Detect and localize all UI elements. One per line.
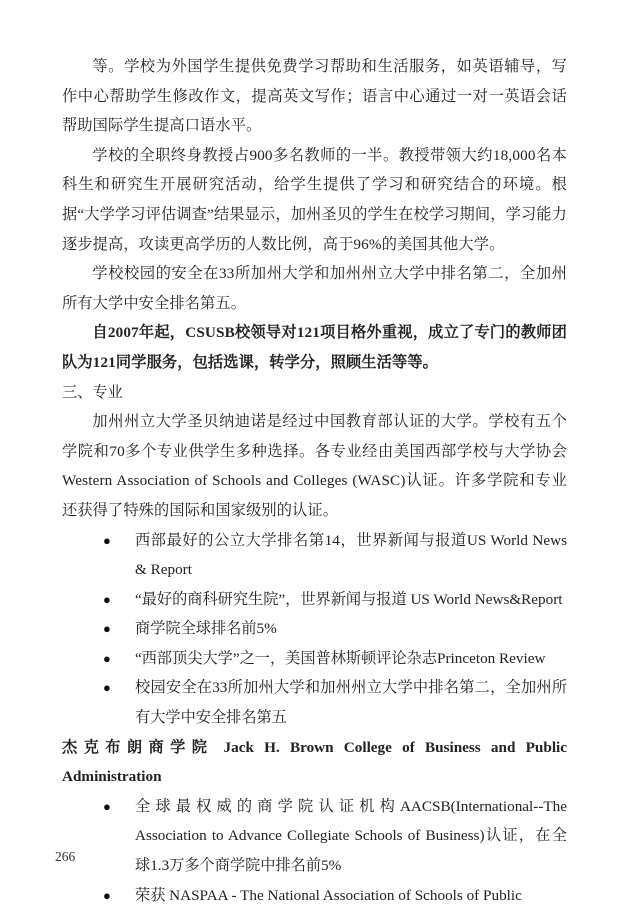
paragraph-campus-safety: 学校校园的安全在33所加州大学和加州州立大学中排名第二，全加州所有大学中安全排名第五。 bbox=[62, 265, 567, 312]
bullet-dot-icon: ● bbox=[103, 680, 111, 696]
bullet-dot-icon: ● bbox=[103, 591, 111, 607]
bullet-dot-icon: ● bbox=[103, 798, 111, 814]
list-item-label: 荣获 NASPAA - The National Association of Schools of Public bbox=[135, 886, 522, 904]
paragraph-intro-services: 等。学校为外国学生提供免费学习帮助和生活服务，如英语辅导，写作中心帮助学生修改作文，提高英文写作；语言中心通过一对一英语会话帮助国际学生提高口语水平。 bbox=[62, 58, 567, 135]
list-item-label: 西部最好的公立大学排名第14，世界新闻与报道US World News & Report bbox=[135, 531, 567, 579]
list-item bbox=[62, 614, 567, 644]
bullet-dot-icon: ● bbox=[103, 650, 111, 666]
list-item bbox=[62, 792, 567, 881]
page-content bbox=[62, 52, 567, 909]
bullet-dot-icon: ● bbox=[103, 621, 111, 637]
list-item-label: 校园安全在33所加州大学和加州州立大学中排名第二，全加州所有大学中安全排名第五 bbox=[135, 679, 567, 727]
page-number: 266 bbox=[55, 849, 76, 864]
list-item bbox=[62, 881, 567, 909]
list-item-label: “西部顶尖大学”之一，美国普林斯顿评论杂志Princeton Review bbox=[135, 649, 546, 667]
bullet-dot-icon: ● bbox=[103, 532, 111, 548]
college-bullet-list bbox=[62, 792, 567, 909]
paragraph-csusb-121-program: 自2007年起，CSUSB校领导对121项目格外重视，成立了专门的教师团队为121同学服务，包括选课，转学分，照顾生活等等。 bbox=[62, 324, 567, 371]
list-item bbox=[62, 526, 567, 585]
college-heading-jack-brown: 杰克布朗商学院 Jack H. Brown College of Business and Public Administration bbox=[62, 738, 567, 786]
list-item bbox=[62, 673, 567, 732]
rankings-bullet-list bbox=[62, 526, 567, 733]
list-item bbox=[62, 585, 567, 615]
bullet-dot-icon: ● bbox=[103, 887, 111, 903]
list-item-label: 全球最权威的商学院认证机构AACSB(International--The Association to Advance Collegiate Schools of Business)认证，在全球1.3万多个商学院中排名前5% bbox=[135, 797, 567, 875]
list-item-label: 商学院全球排名前5% bbox=[135, 620, 277, 638]
list-item-label: “最好的商科研究生院”，世界新闻与报道 US World News&Report bbox=[135, 590, 563, 608]
section-heading-majors: 三、专业 bbox=[62, 383, 123, 401]
list-item bbox=[62, 644, 567, 674]
paragraph-faculty-research: 学校的全职终身教授占900多名教师的一半。教授带领大约18,000名本科生和研究生开展研究活动，给学生提供了学习和研究结合的环境。根据“大学学习评估调查”结果显示，加州圣贝的学生在校学习期间，学习能力逐步提高，攻读更高学历的人数比例，高于96%的美国其他大学。 bbox=[62, 146, 567, 253]
paragraph-accreditation-overview: 加州州立大学圣贝纳迪诺是经过中国教育部认证的大学。学校有五个学院和70多个专业供学生多种选择。各专业经由美国西部学校与大学协会 Western Association of Schools and Colleges (WASC)认证。许多学院和专业还获得了特殊的国际和国家级别的认证。 bbox=[62, 413, 567, 519]
